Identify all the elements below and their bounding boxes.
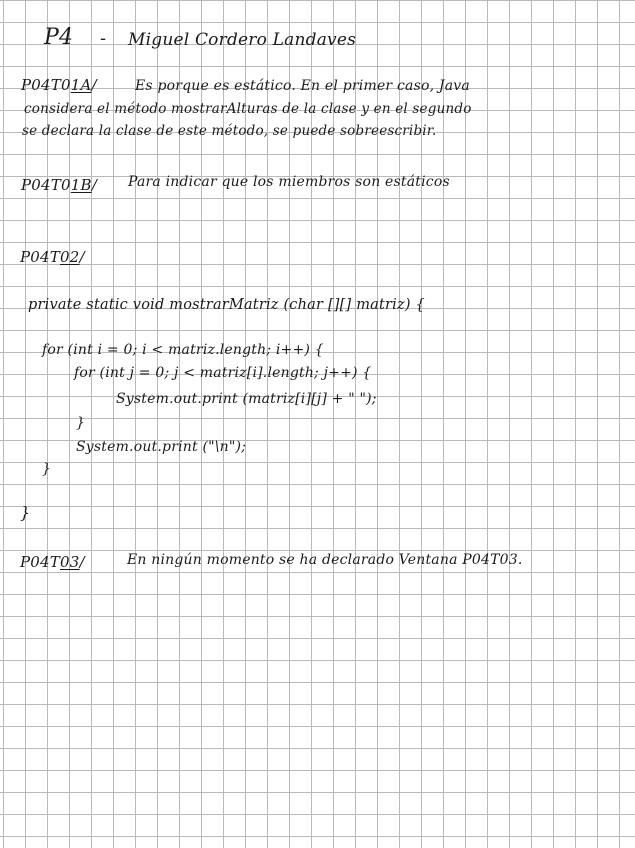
label-suffix: / [91,76,97,94]
code-line: private static void mostrarMatriz (char [][] matriz) { [28,297,425,313]
section-label-1a [21,78,97,93]
answer-1b: Para indicar que los miembros son estáticos [128,174,450,190]
section-label-1b [21,178,97,193]
label-underlined: 1A [70,76,92,94]
label-suffix: / [79,248,85,266]
label-prefix: P04T [20,248,60,266]
code-line: System.out.print ("\n"); [76,439,247,455]
label-prefix: P04T0 [21,76,71,94]
header-separator: - [100,28,107,49]
code-line: } [20,503,31,522]
label-underlined: 03 [60,553,80,571]
code-line: for (int j = 0; j < matriz[i].length; j++) { [74,365,372,381]
answer-1a-line: considera el método mostrarAlturas de la clase y en el segundo [24,101,472,117]
label-underlined: 1B [70,176,92,194]
label-prefix: P04T0 [21,176,71,194]
code-line: System.out.print (matriz[i][j] + " "); [116,391,377,407]
answer-3: En ningún momento se ha declarado Ventana P04T03. [127,552,523,568]
section-label-3 [20,555,85,570]
page-number: P4 [44,25,74,50]
author-name: Miguel Cordero Landaves [128,30,357,50]
label-suffix: / [79,553,85,571]
label-suffix: / [91,176,97,194]
label-underlined: 02 [60,248,80,266]
section-label-2 [20,250,85,265]
label-prefix: P04T [20,553,60,571]
code-line: for (int i = 0; i < matriz.length; i++) { [42,342,324,358]
code-line: } [76,415,86,431]
answer-1a-line: Es porque es estático. En el primer caso, Java [135,78,470,94]
answer-1a-line: se declara la clase de este método, se puede sobreescribir. [22,123,437,139]
code-line: } [42,461,52,477]
